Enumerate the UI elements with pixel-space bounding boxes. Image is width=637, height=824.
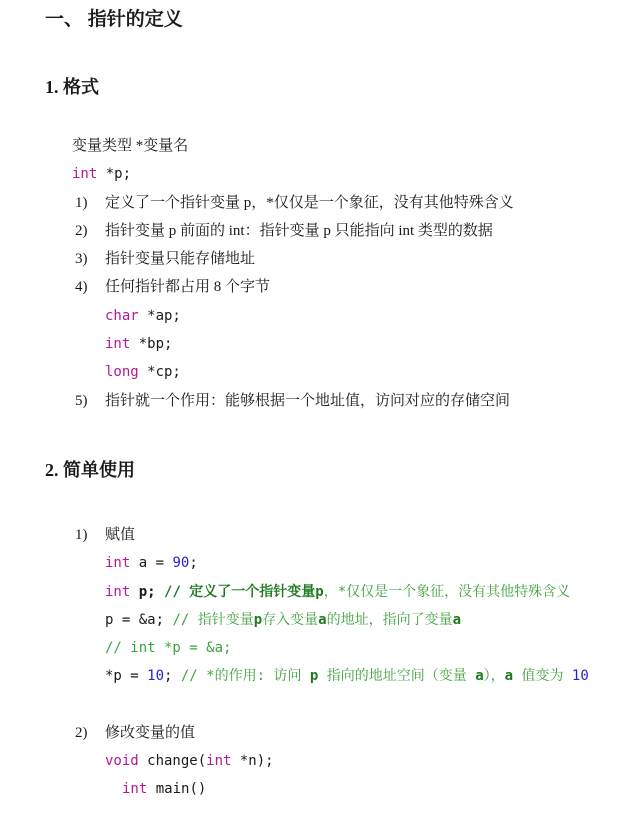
item-text: 任何指针都占用 8 个字节 bbox=[105, 279, 271, 296]
code-int-p-comment bbox=[105, 578, 637, 606]
keyword-token: int bbox=[206, 753, 232, 770]
item-number: 2) bbox=[75, 724, 88, 741]
number-token: 10 bbox=[147, 668, 165, 685]
comment-token-bold: a bbox=[504, 668, 514, 685]
list-item-assign bbox=[75, 521, 637, 549]
item-number: 3) bbox=[75, 251, 88, 268]
comment-token: 存入变量 bbox=[262, 611, 319, 628]
section-usage bbox=[0, 457, 637, 804]
keyword-token: long bbox=[105, 364, 139, 381]
item-text: 定义了一个指针变量 p，*仅仅是一个象征，没有其他特殊含义 bbox=[105, 194, 514, 211]
item-number: 2) bbox=[75, 222, 88, 239]
item-number: 1) bbox=[75, 194, 88, 211]
comment-token-bold: p bbox=[309, 668, 319, 685]
code-token: a = bbox=[130, 555, 173, 572]
code-token: *n); bbox=[231, 753, 274, 770]
code-token: p = &a; bbox=[105, 611, 173, 628]
code-token: ; bbox=[189, 555, 198, 572]
list-item bbox=[75, 189, 637, 217]
comment-token: 的地址，指向了变量 bbox=[326, 611, 453, 628]
number-token: 90 bbox=[172, 555, 190, 572]
code-token: *bp; bbox=[130, 336, 173, 353]
keyword-token: int bbox=[105, 336, 131, 353]
keyword-token: void bbox=[105, 753, 139, 770]
comment-token-bold: p bbox=[253, 611, 263, 628]
keyword-token: int bbox=[122, 781, 148, 798]
comment-token-bold: a bbox=[452, 611, 462, 628]
list-item bbox=[75, 245, 637, 273]
list-item bbox=[75, 273, 637, 301]
comment-token: // *的作用: 访问 bbox=[180, 668, 310, 685]
item-number: 4) bbox=[75, 279, 88, 296]
keyword-token: int bbox=[72, 166, 98, 183]
comment-token-bold: // 定义了一个指针变量p bbox=[164, 583, 324, 600]
item-text: 赋值 bbox=[105, 526, 136, 543]
code-token: main() bbox=[147, 781, 207, 798]
format-line: 变量类型 *变量名 bbox=[72, 138, 189, 154]
code-void-change bbox=[105, 747, 637, 775]
item-text: 指针变量 p 前面的 int：指针变量 p 只能指向 int 类型的数据 bbox=[105, 222, 493, 239]
code-decl-int-p bbox=[72, 160, 637, 188]
comment-token-bold: a bbox=[318, 611, 327, 628]
code-token: ; bbox=[164, 668, 181, 685]
comment-token: ）， bbox=[483, 668, 505, 685]
code-token-bold: p; bbox=[138, 583, 165, 600]
code-token: *cp; bbox=[138, 364, 181, 381]
keyword-token: int bbox=[105, 583, 139, 600]
code-int-main bbox=[122, 775, 637, 803]
item-number: 1) bbox=[75, 526, 88, 543]
code-long-cp bbox=[105, 358, 637, 386]
list-item-modify bbox=[75, 719, 637, 747]
section1-heading: 1. 格式 bbox=[45, 77, 99, 97]
code-int-a-90 bbox=[105, 549, 637, 577]
section2-heading: 2. 简单使用 bbox=[45, 459, 135, 480]
comment-token: // 指针变量 bbox=[172, 611, 254, 628]
code-token: *p; bbox=[97, 166, 132, 183]
doc-title: 一、 指针的定义 bbox=[45, 9, 183, 30]
list-item bbox=[75, 387, 637, 415]
code-char-ap bbox=[105, 302, 637, 330]
code-commented-decl: // int *p = &a; bbox=[105, 640, 232, 657]
comment-token: 值变为 bbox=[513, 668, 572, 685]
code-deref-assign bbox=[105, 662, 637, 690]
comment-token: 指向的地址空间（变量 bbox=[318, 668, 476, 685]
code-token: *ap; bbox=[138, 307, 181, 324]
item-text: 指针就一个作用：能够根据一个地址值，访问对应的存储空间 bbox=[105, 392, 511, 409]
keyword-token: int bbox=[105, 555, 131, 572]
comment-token-bold: a bbox=[475, 668, 484, 685]
code-int-bp bbox=[105, 330, 637, 358]
section2-body bbox=[0, 521, 637, 804]
keyword-token: char bbox=[105, 307, 139, 324]
document-page bbox=[0, 8, 637, 804]
item-text: 指针变量只能存储地址 bbox=[105, 251, 256, 268]
comment-token: ，*仅仅是一个象征，没有其他特殊含义 bbox=[323, 583, 571, 600]
section-format bbox=[0, 74, 637, 415]
section1-body bbox=[0, 132, 637, 415]
list-item bbox=[75, 217, 637, 245]
number-token: 10 bbox=[571, 668, 589, 685]
item-number: 5) bbox=[75, 392, 88, 409]
code-token: *p = bbox=[105, 668, 148, 685]
item-text: 修改变量的值 bbox=[105, 724, 196, 741]
code-p-assign-addr bbox=[105, 606, 637, 634]
code-token: change( bbox=[138, 753, 207, 770]
